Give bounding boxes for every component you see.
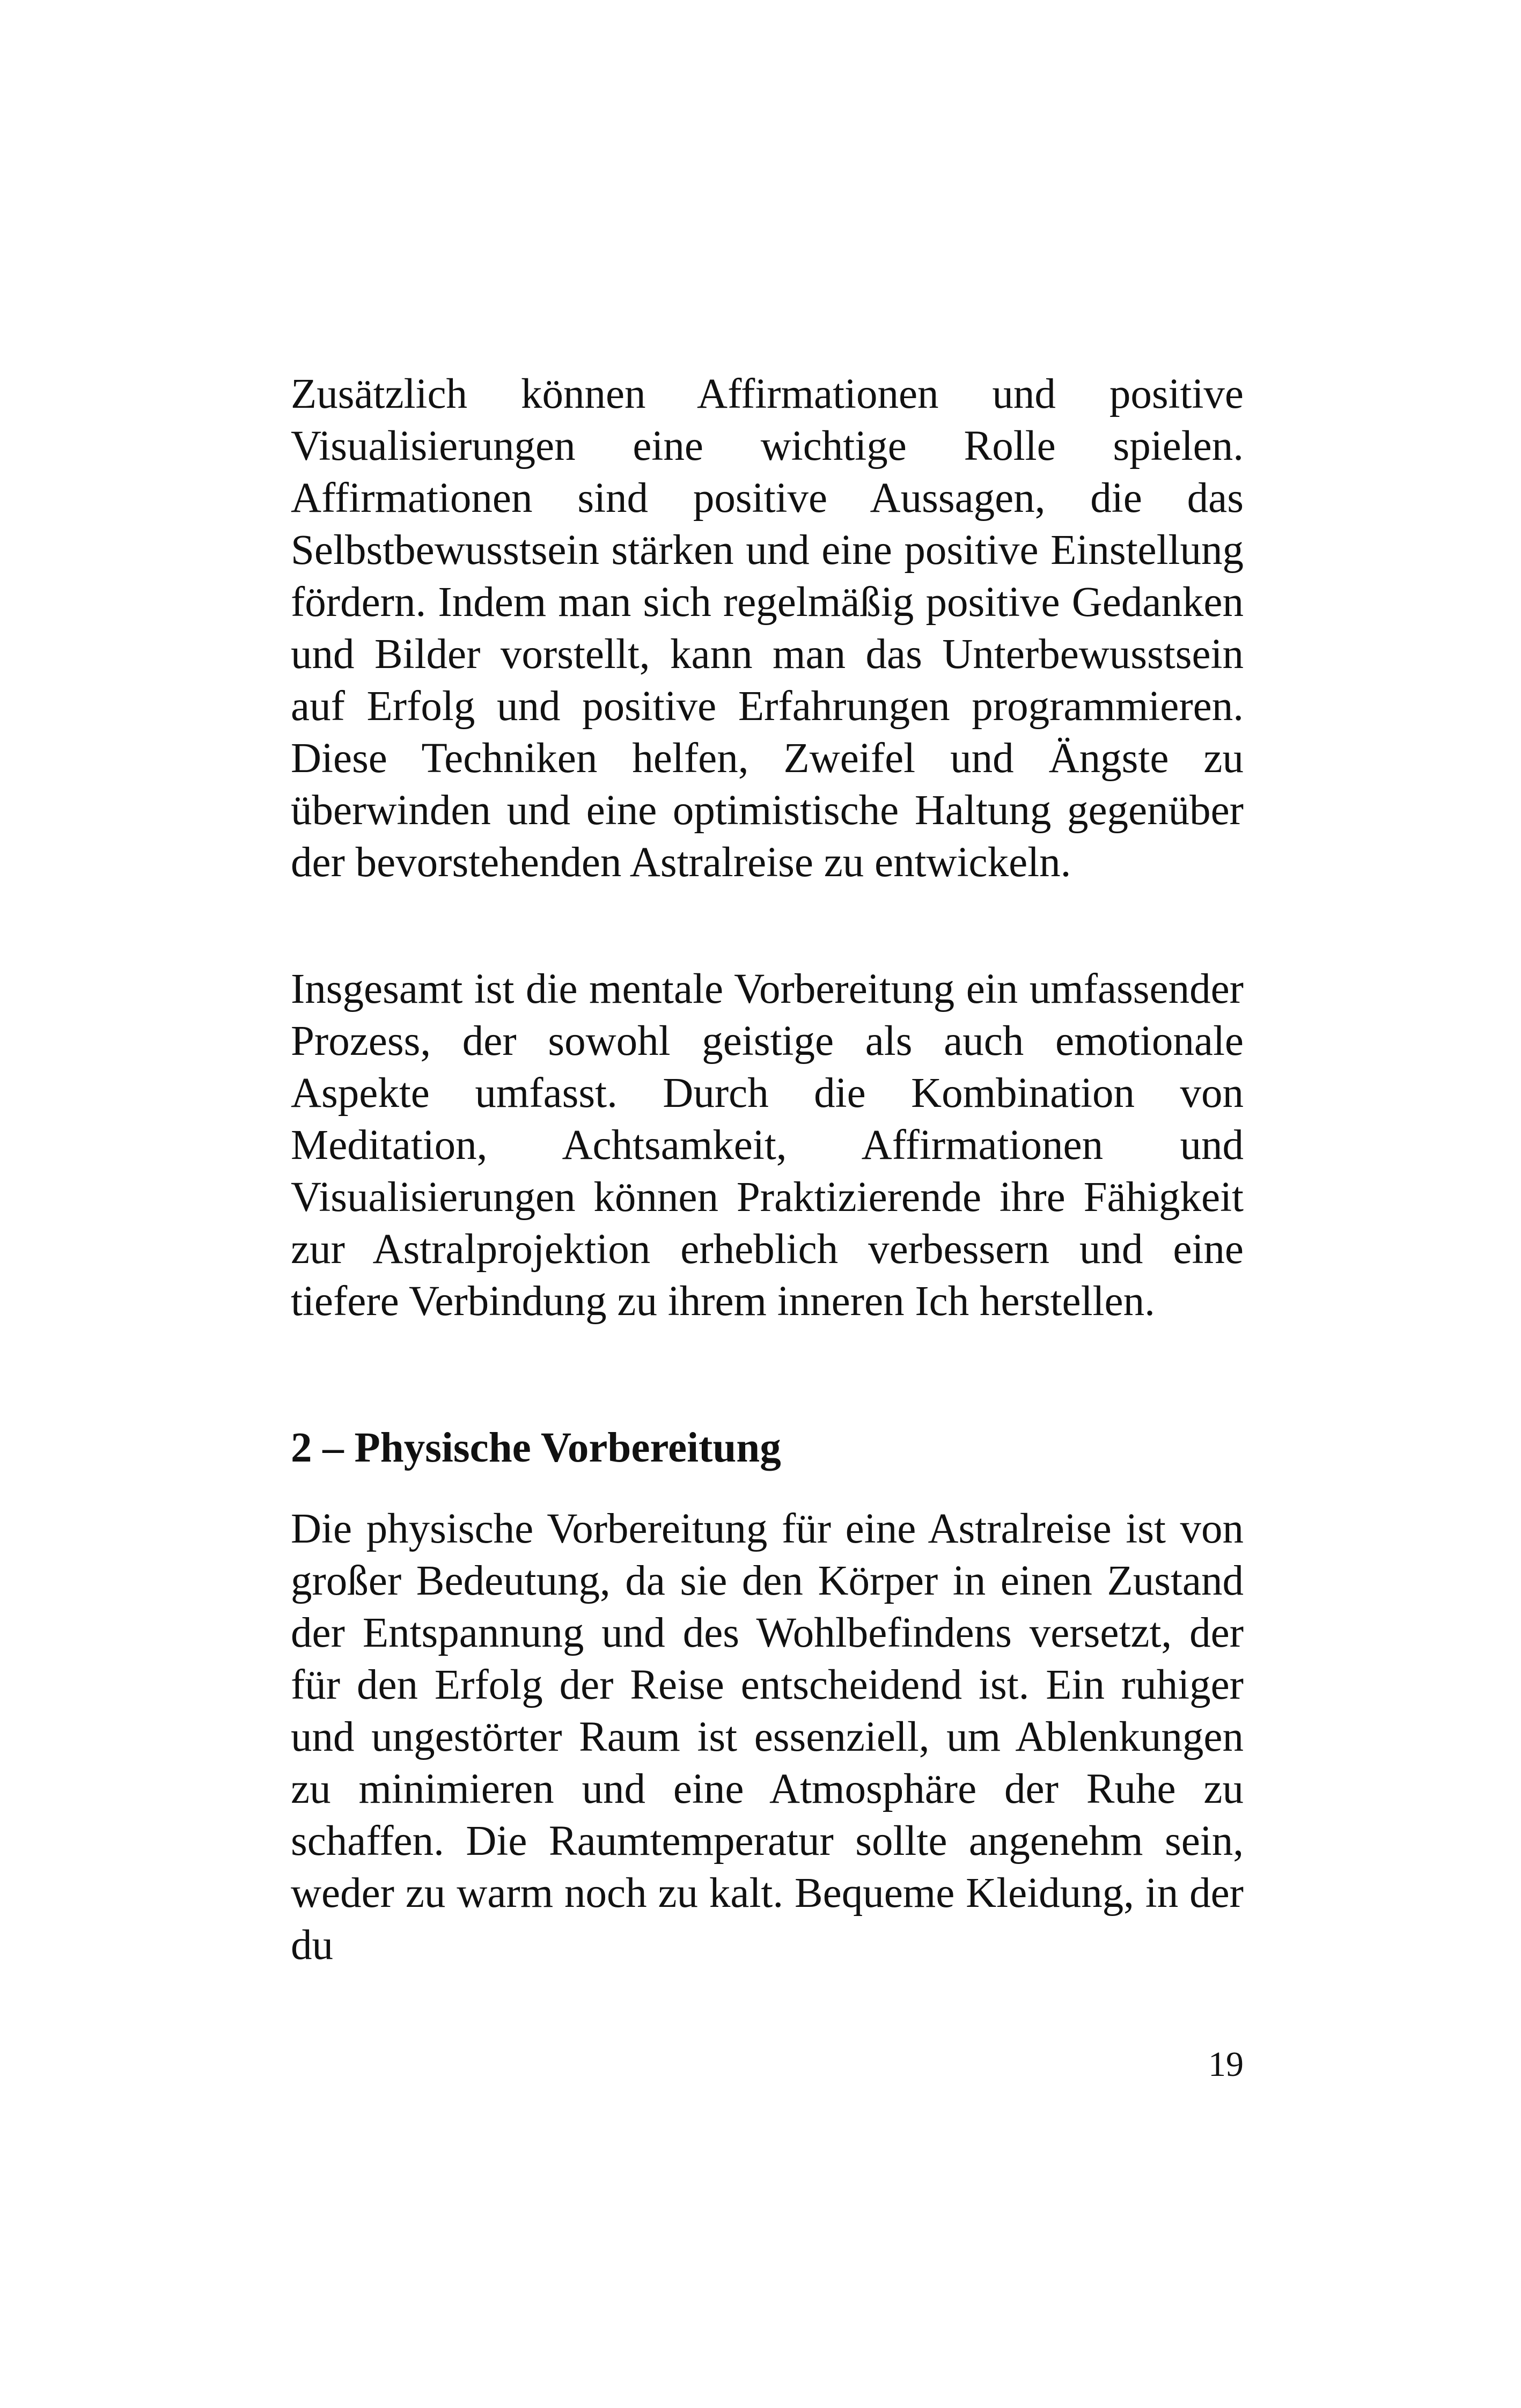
section-heading: 2 – Physische Vorbereitung [291, 1425, 781, 1471]
body-paragraph: Die physische Vorbereitung für eine Astralreise ist von großer Bedeutung, da sie den Körper in einen Zustand der Entspannung und des Wohlbefindens versetzt, der für den Erfolg der Reise entscheidend ist. Ein ruhiger und ungestörter Raum ist essenziell, um Ablenkungen zu minimieren und eine Atmosphäre der Ruhe zu schaffen. Die Raumtemperatur sollte angenehm sein, weder zu warm noch zu kalt. Bequeme Kleidung, in der du [291, 1506, 1244, 1969]
page-number: 19 [1208, 2045, 1244, 2084]
body-paragraph: Insgesamt ist die mentale Vorbereitung ein umfassender Prozess, der sowohl geistige als auch emotionale Aspekte umfasst. Durch die Kombination von Meditation, Achtsamkeit, Affirmationen und Visualisierungen können Praktizierende ihre Fähigkeit zur Astralprojektion erheblich verbessern und eine tiefere Verbindung zu ihrem inneren Ich herstellen. [291, 966, 1244, 1325]
body-paragraph: Zusätzlich können Affirmationen und positive Visualisierungen eine wichtige Rolle spielen. Affirmationen sind positive Aussagen, die das Selbstbewusstsein stärken und eine positive Einstellung fördern. Indem man sich regelmäßig positive Gedanken und Bilder vorstellt, kann man das Unterbewusstsein auf Erfolg und positive Erfahrungen programmieren. Diese Techniken helfen, Zweifel und Ängste zu überwinden und eine optimistische Haltung gegenüber der bevorstehenden Astralreise zu entwickeln. [291, 371, 1244, 886]
